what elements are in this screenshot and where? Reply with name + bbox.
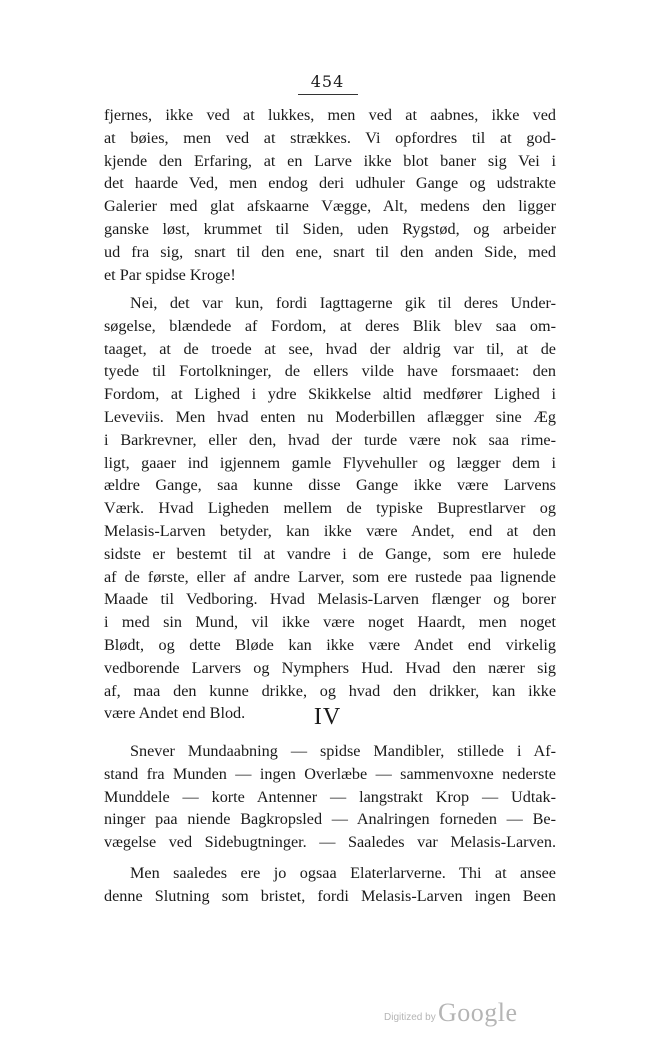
google-logo: Google — [438, 998, 518, 1027]
text-line: taaget, at de troede at see, hvad der aldrig var til, at de — [104, 339, 556, 358]
text-line: Melasis-Larven betyder, kan ikke være Andet, end at den — [104, 521, 556, 540]
text-line: ninger paa niende Bagkropsled — Analringen forneden — Be- — [104, 810, 556, 829]
text-line: Munddele — korte Antenner — langstrakt Krop — Udtak- — [104, 787, 556, 806]
watermark-prefix: Digitized by — [384, 1012, 436, 1023]
paragraph-4 — [104, 862, 556, 908]
google-watermark — [384, 998, 564, 1028]
text-line: Værk. Hvad Ligheden mellem de typiske Buprestlarver og — [104, 499, 556, 518]
text-line: at bøies, men ved at strækkes. Vi opfordres til at god- — [104, 128, 556, 147]
paragraph-1 — [104, 104, 556, 286]
text-line: i Barkrevner, eller den, hvad der turde være nok saa rime- — [104, 430, 556, 449]
text-line: Fordom, at Lighed i ydre Skikkelse altid medfører Lighed i — [104, 385, 556, 404]
text-line: vedborende Larvers og Nymphers Hud. Hvad den nærer sig — [104, 658, 556, 677]
page-number-rule — [298, 94, 358, 95]
text-line: ud fra sig, snart til den ene, snart til den anden Side, med — [104, 242, 556, 261]
text-line: ganske løst, krummet til Siden, uden Rygstød, og arbeider — [104, 219, 556, 238]
page-number: 454 — [310, 72, 345, 91]
text-line: vægelse ved Sidebugtninger. — Saaledes var Melasis-Larven. — [104, 833, 556, 852]
text-line: ældre Gange, saa kunne disse Gange ikke være Larvens — [104, 476, 556, 495]
text-line: Galerier med glat afskaarne Vægge, Alt, medens den ligger — [104, 197, 556, 216]
text-line: søgelse, blændede af Fordom, at deres Blik blev saa om- — [104, 316, 556, 335]
text-line: af, maa den kunne drikke, og hvad den drikker, kan ikke — [104, 681, 556, 700]
text-line: være Andet end Blod. — [104, 704, 246, 723]
text-line: sidste er bestemt til at vandre i de Gange, som ere hulede — [104, 544, 556, 563]
text-line: det haarde Ved, men endog deri udhuler Gange og udstrakte — [104, 174, 556, 193]
text-line: fjernes, ikke ved at lukkes, men ved at aabnes, ikke ved — [104, 106, 556, 124]
text-line: kjende den Erfaring, at en Larve ikke blot baner sig Vei i — [104, 151, 556, 170]
text-line: Blødt, og dette Bløde kan ikke være Andet end virkelig — [104, 635, 556, 654]
text-line: stand fra Munden — ingen Overlæbe — sammenvoxne nederste — [104, 764, 556, 783]
paragraph-3 — [104, 740, 556, 854]
text-line: Leveviis. Men hvad enten nu Moderbillen aflægger sine Æg — [104, 407, 556, 426]
text-line: Men saaledes ere jo ogsaa Elaterlarverne. Thi at ansee — [130, 864, 556, 882]
text-line: Snever Mundaabning — spidse Mandibler, stillede i Af- — [130, 742, 556, 760]
paragraph-2 — [104, 292, 556, 725]
text-line: i med sin Mund, vil ikke være noget Haardt, men noget — [104, 613, 556, 632]
text-line: Nei, det var kun, fordi Iagttagerne gik til deres Under- — [130, 294, 556, 312]
text-line: denne Slutning som bristet, fordi Melasis-Larven ingen Been — [104, 886, 556, 905]
section-heading: IV — [313, 704, 342, 730]
text-line: et Par spidse Kroge! — [104, 265, 236, 284]
text-line: ligt, gaaer ind igjennem gamle Flyvehuller og lægger dem i — [104, 453, 556, 472]
text-line: tyede til Fortolkninger, de ellers vilde have forsmaaet: den — [104, 362, 556, 381]
text-line: af de første, eller af andre Larver, som ere rustede paa lignende — [104, 567, 556, 586]
text-line: Maade til Vedboring. Hvad Melasis-Larven flænger og borer — [104, 590, 556, 609]
